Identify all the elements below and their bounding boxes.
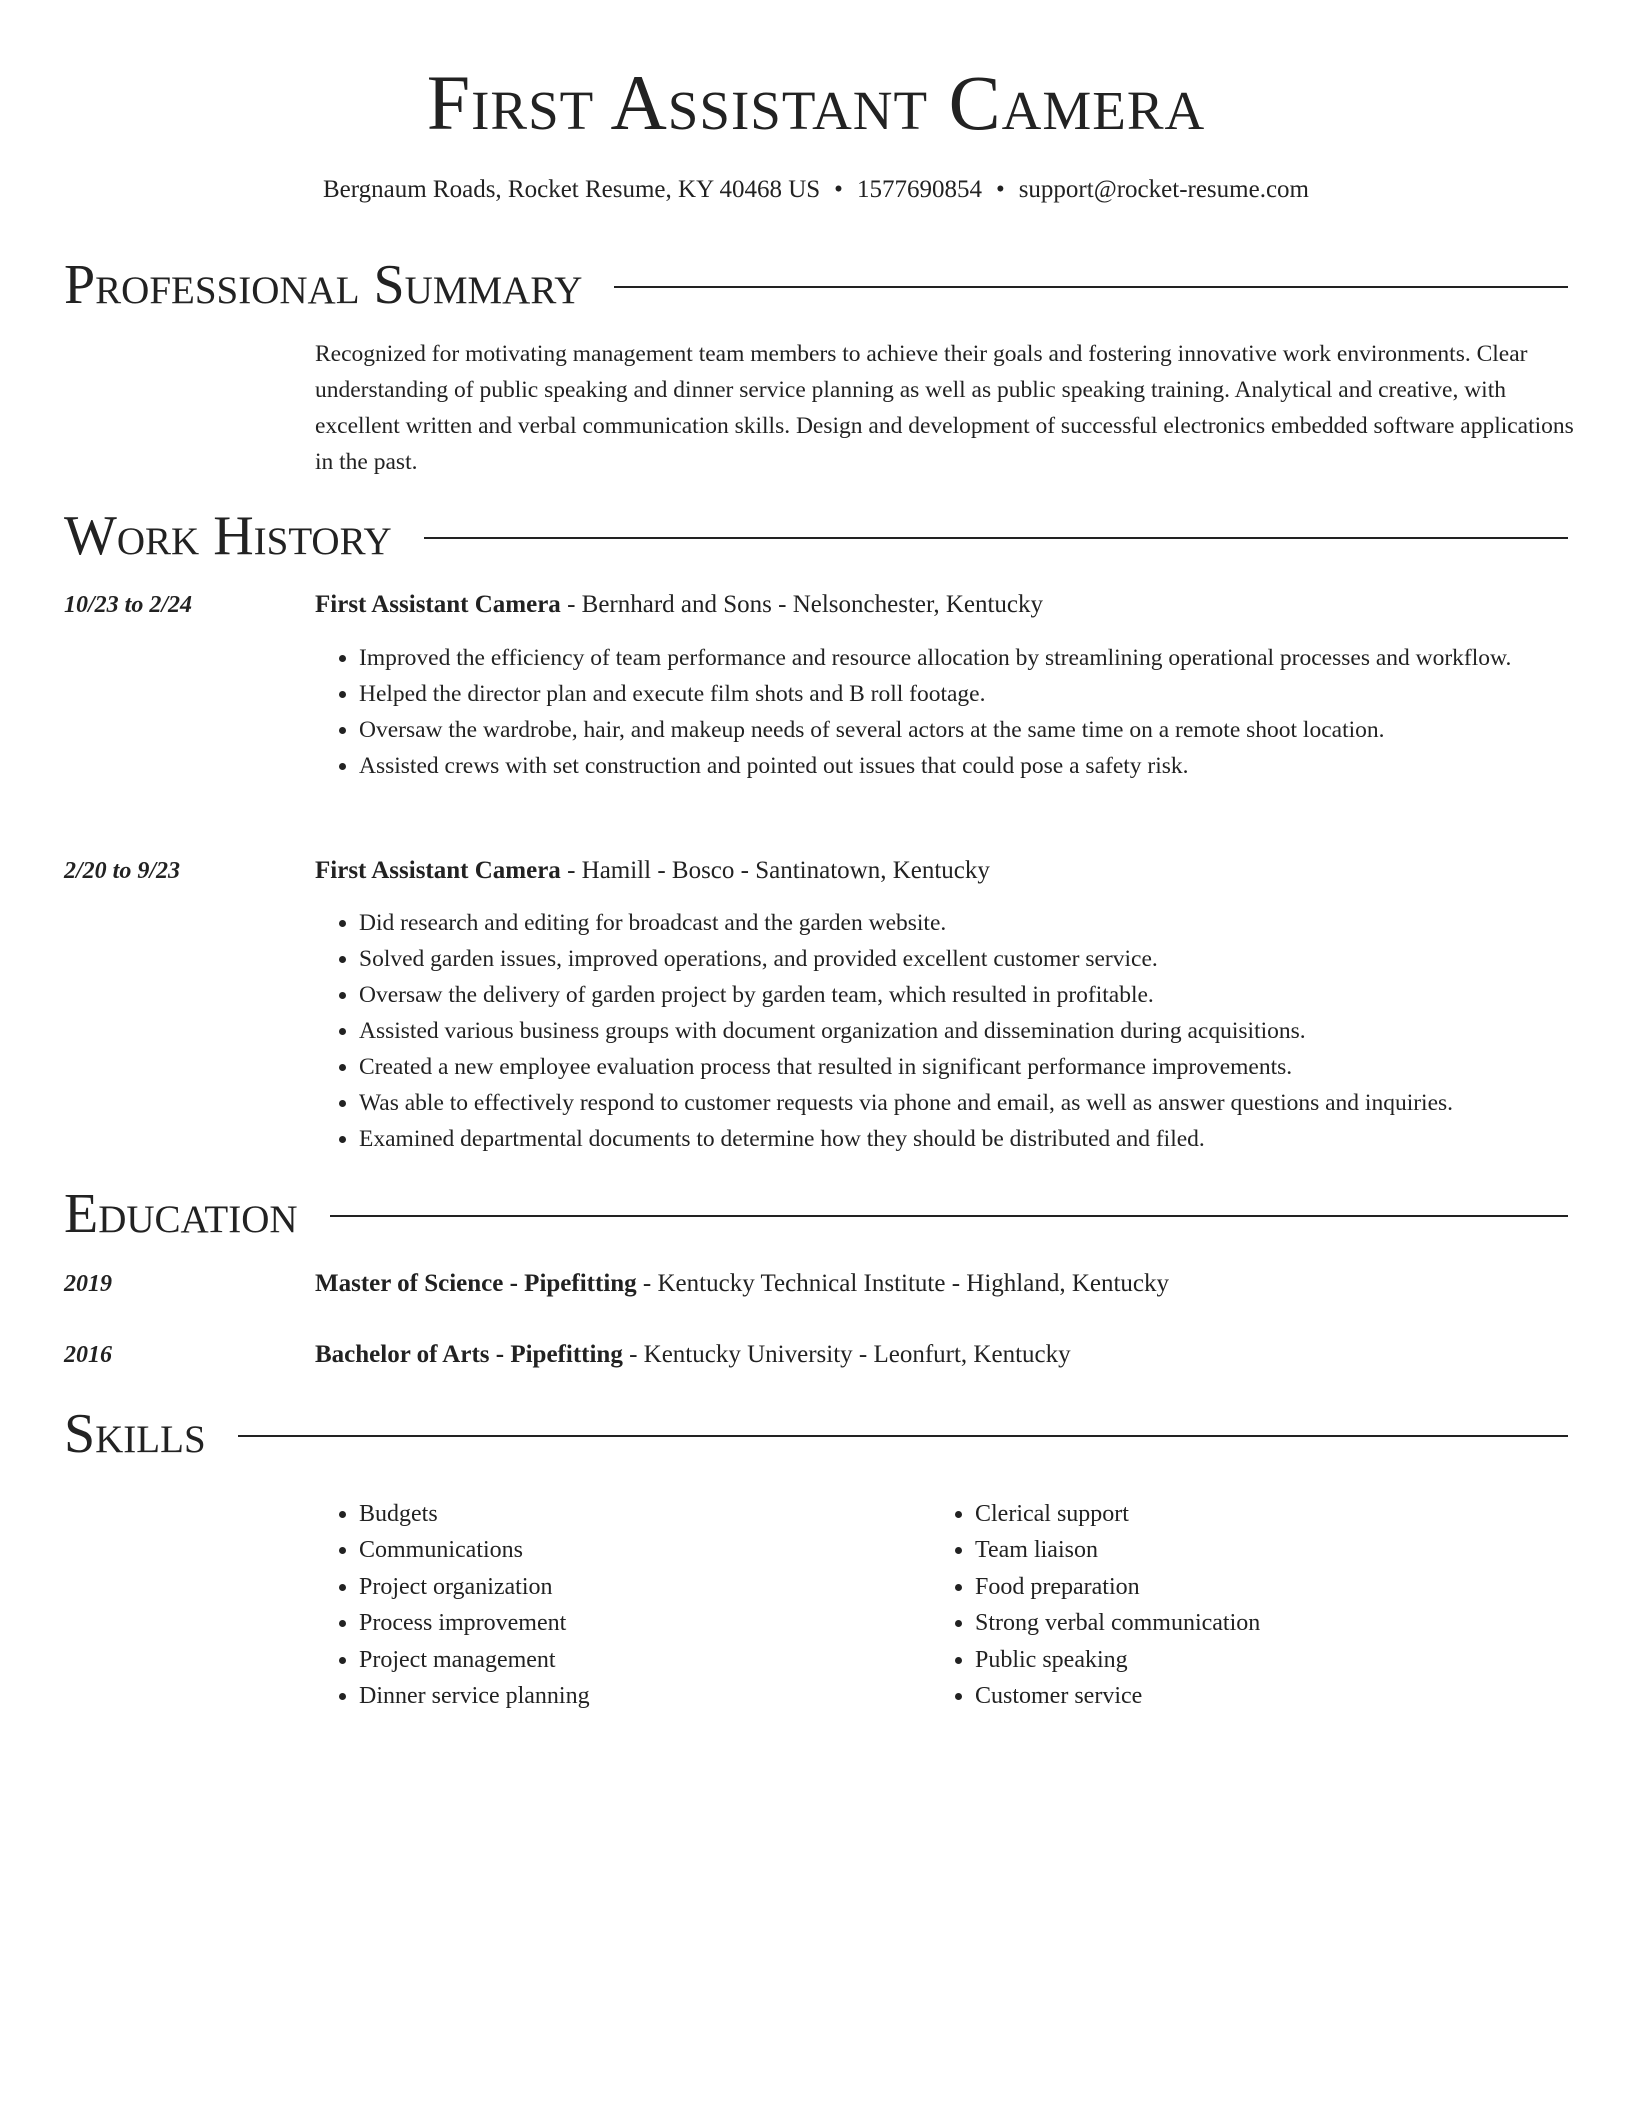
skill-item: • Project management	[359, 1642, 915, 1678]
skill-item: • Budgets	[359, 1496, 915, 1532]
contact-line	[0, 172, 1632, 208]
job-dates: 2/20 to 9/23	[64, 858, 181, 884]
list-item: • Did research and editing for broadcast and the garden website.	[359, 905, 1565, 941]
education-degree: Bachelor of Arts - Pipefitting	[315, 1341, 623, 1368]
summary-text: Recognized for motivating management team members to achieve their goals and fostering innovative work environments. Clear understanding of public speaking and dinner service planning as well as public speaking training. Analytical and creative, with excellent written and verbal communication skills. Design and development of successful electronics embedded software applications in the past.	[315, 341, 1574, 475]
section-divider	[424, 537, 1568, 539]
section-divider	[238, 1435, 1568, 1437]
list-item: • Oversaw the delivery of garden project by garden team, which resulted in profitable.	[359, 977, 1565, 1013]
list-item: • Helped the director plan and execute film shots and B roll footage.	[359, 676, 1565, 712]
skill-item: • Team liaison	[975, 1532, 1531, 1568]
summary-section-title: Professional Summary	[64, 254, 583, 316]
skill-item: • Project organization	[359, 1569, 915, 1605]
contact-phone: 1577690854	[856, 176, 982, 203]
education-year: 2019	[64, 1271, 112, 1297]
contact-address: Bergnaum Roads, Rocket Resume, KY 40468 US	[322, 176, 821, 203]
job-details: - Bernhard and Sons - Nelsonchester, Kentucky	[560, 591, 1044, 618]
education-entry	[315, 1266, 1169, 1302]
skill-item: • Communications	[359, 1532, 915, 1568]
skill-item: • Dinner service planning	[359, 1678, 915, 1714]
job-title: First Assistant Camera	[315, 857, 561, 884]
skills-list-right	[931, 1496, 1531, 1714]
skills-list-left	[315, 1496, 915, 1714]
list-item: • Oversaw the wardrobe, hair, and makeup needs of several actors at the same time on a remote shoot location.	[359, 712, 1565, 748]
skill-item: • Clerical support	[975, 1496, 1531, 1532]
list-item: • Assisted crews with set construction and pointed out issues that could pose a safety risk.	[359, 748, 1565, 784]
skill-item: • Process improvement	[359, 1605, 915, 1641]
education-section-header	[64, 1182, 1568, 1246]
list-item: • Solved garden issues, improved operations, and provided excellent customer service.	[359, 941, 1565, 977]
education-details: - Kentucky University - Leonfurt, Kentucky	[622, 1341, 1071, 1368]
education-year: 2016	[64, 1342, 112, 1368]
resume-name: First Assistant Camera	[426, 59, 1206, 146]
skills-section-header	[64, 1402, 1568, 1466]
list-item: • Examined departmental documents to determine how they should be distributed and filed.	[359, 1121, 1565, 1157]
summary-section-header	[64, 253, 1568, 317]
job-bullets	[315, 905, 1565, 1157]
education-section-title: Education	[64, 1183, 298, 1245]
education-entry	[315, 1337, 1071, 1373]
list-item: • Was able to effectively respond to customer requests via phone and email, as well as answer questions and inquiries.	[359, 1085, 1565, 1121]
education-details: - Kentucky Technical Institute - Highland, Kentucky	[636, 1270, 1170, 1297]
list-item: • Assisted various business groups with document organization and dissemination during acquisitions.	[359, 1013, 1565, 1049]
work-section-header	[64, 504, 1568, 568]
skill-item: • Food preparation	[975, 1569, 1531, 1605]
job-dates: 10/23 to 2/24	[64, 592, 193, 618]
work-section-title: Work History	[64, 505, 392, 567]
job-details: - Hamill - Bosco - Santinatown, Kentucky	[560, 857, 990, 884]
skill-item: • Strong verbal communication	[975, 1605, 1531, 1641]
skills-section-title: Skills	[64, 1403, 206, 1465]
contact-separator: •	[995, 176, 1005, 203]
section-divider	[330, 1215, 1568, 1217]
contact-email: support@rocket-resume.com	[1018, 176, 1309, 203]
contact-separator: •	[834, 176, 843, 203]
education-degree: Master of Science - Pipefitting	[315, 1270, 637, 1297]
job-heading	[315, 853, 990, 889]
skill-item: • Public speaking	[975, 1642, 1531, 1678]
job-heading	[315, 587, 1043, 623]
section-divider	[614, 286, 1568, 288]
list-item: • Improved the efficiency of team performance and resource allocation by streamlining operational processes and workflow.	[359, 640, 1565, 676]
list-item: • Created a new employee evaluation process that resulted in significant performance improvements.	[359, 1049, 1565, 1085]
skill-item: • Customer service	[975, 1678, 1531, 1714]
job-title: First Assistant Camera	[315, 591, 561, 618]
job-bullets	[315, 640, 1565, 784]
